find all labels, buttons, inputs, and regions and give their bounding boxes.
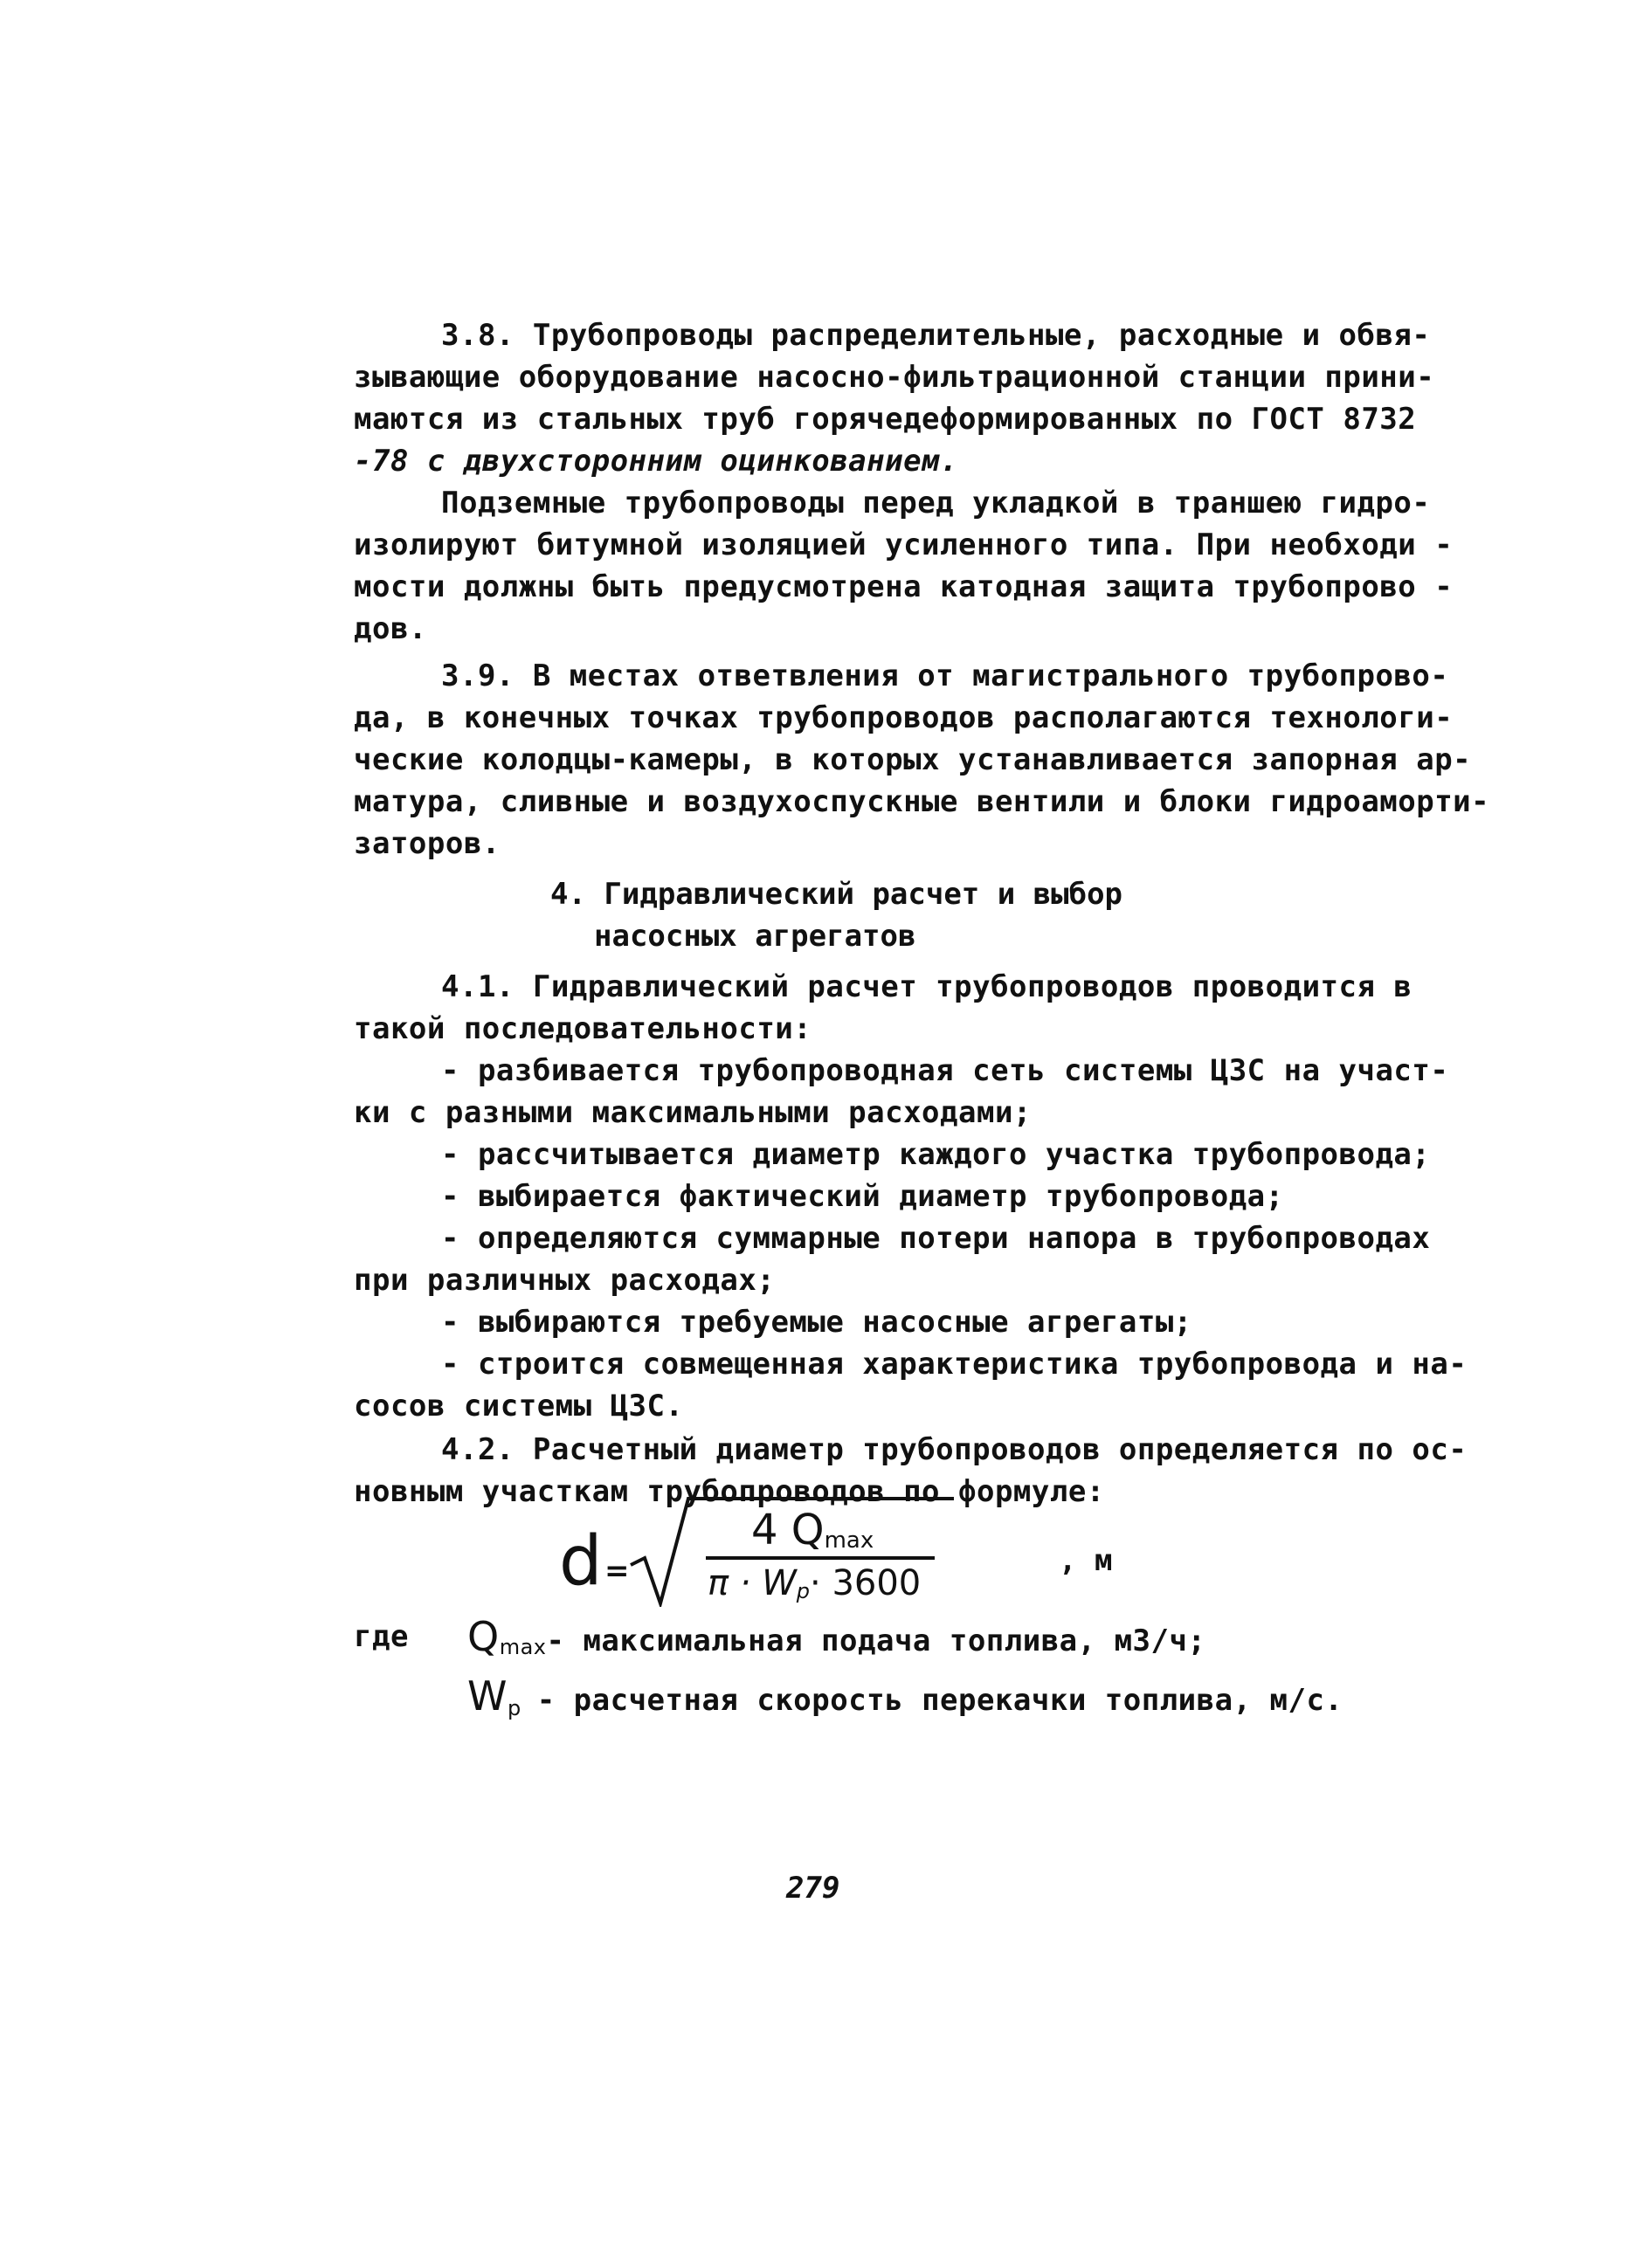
para-4-1-line-7: - определяются суммарные потери напора в трубопроводах — [441, 1221, 1431, 1256]
para-3-8-line-6: изолируют битумной изоляцией усиленного типа. При необходи - — [354, 527, 1454, 562]
w-sub: p — [507, 1696, 521, 1720]
para-4-1-line-5: - рассчитывается диаметр каждого участка трубопровода; — [441, 1137, 1431, 1172]
para-3-9-line-5: заторов. — [354, 826, 501, 861]
formula-lhs: d — [559, 1522, 603, 1601]
para-4-1-line-4: ки с разными максимальными расходами; — [354, 1095, 1032, 1130]
denominator-tail: · 3600 — [810, 1563, 922, 1603]
para-3-8-line-7: мости должны быть предусмотрена катодная защита трубопрово - — [354, 569, 1454, 604]
para-4-1-line-10: - строится совмещенная характеристика трубопровода и на- — [441, 1347, 1468, 1382]
para-3-9-line-4: матура, сливные и воздухоспускные вентили и блоки гидроаморти- — [354, 784, 1490, 819]
para-4-1-line-11: сосов системы ЦЗС. — [354, 1389, 684, 1424]
svg-text:4 Qmax — [751, 1506, 874, 1555]
para-3-9-line-2: да, в конечных точках трубопроводов располагаются технологи- — [354, 700, 1454, 735]
para-4-1-line-6: - выбирается фактический диаметр трубопровода; — [441, 1179, 1284, 1214]
para-4-1-line-8: при различных расходах; — [354, 1263, 776, 1298]
para-3-8-line-5: Подземные трубопроводы перед укладкой в траншею гидро- — [441, 486, 1431, 520]
q-text: - максимальная подача топлива, м3/ч; — [546, 1623, 1206, 1658]
numerator-text: 4 Q — [751, 1506, 825, 1555]
para-3-8-line-1: 3.8. Трубопроводы распределительные, расходные и обвя- — [441, 318, 1431, 353]
para-3-8-line-8: дов. — [354, 611, 427, 646]
para-3-9-line-1: 3.9. В местах ответвления от магистрального трубопрово- — [441, 658, 1449, 693]
formula-unit: , м — [1059, 1543, 1113, 1578]
para-4-1-line-1: 4.1. Гидравлический расчет трубопроводов проводится в — [441, 969, 1412, 1004]
para-3-8-line-3: маются из стальных труб горячедеформированных по ГОСТ 8732 — [354, 402, 1417, 437]
q-symbol: Q — [467, 1613, 500, 1660]
para-3-9-line-3: ческие колодцы-камеры, в которых устанавливается запорная ар- — [354, 742, 1472, 777]
w-symbol: W — [467, 1672, 508, 1720]
def-w — [467, 1672, 1343, 1729]
denominator-sub: p — [796, 1579, 811, 1603]
para-4-1-line-3: - разбивается трубопроводная сеть системы ЦЗС на участ- — [441, 1053, 1449, 1088]
section-4-title-line-1: 4. Гидравлический расчет и выбор — [550, 877, 1123, 912]
formula-svg — [559, 1493, 1223, 1607]
para-4-2-line-2: новным участкам трубопроводов по формуле: — [354, 1474, 1105, 1509]
w-text: - расчетная скорость перекачки топлива, м/с. — [536, 1683, 1343, 1718]
para-3-8-line-4: -78 с двухсторонним оцинкованием. — [354, 444, 959, 479]
page-number: 279 — [786, 1871, 840, 1906]
numerator-sub: max — [824, 1527, 874, 1554]
def-where: где — [354, 1619, 409, 1654]
para-4-1-line-2: такой последовательности: — [354, 1011, 812, 1046]
formula-eq: = — [604, 1554, 630, 1589]
para-4-2-line-1: 4.2. Расчетный диаметр трубопроводов определяется по ос- — [441, 1432, 1468, 1467]
svg-text:π · Wp· 3600 — [708, 1563, 921, 1603]
denominator-text: π · W — [708, 1563, 797, 1603]
para-3-8-line-2: зывающие оборудование насосно-фильтрационной станции прини- — [354, 360, 1435, 395]
q-sub: max — [499, 1635, 547, 1659]
para-4-1-line-9: - выбираются требуемые насосные агрегаты; — [441, 1305, 1192, 1340]
def-q — [467, 1613, 1206, 1668]
section-4-title-line-2: насосных агрегатов — [594, 919, 916, 954]
diameter-formula — [559, 1493, 1223, 1607]
